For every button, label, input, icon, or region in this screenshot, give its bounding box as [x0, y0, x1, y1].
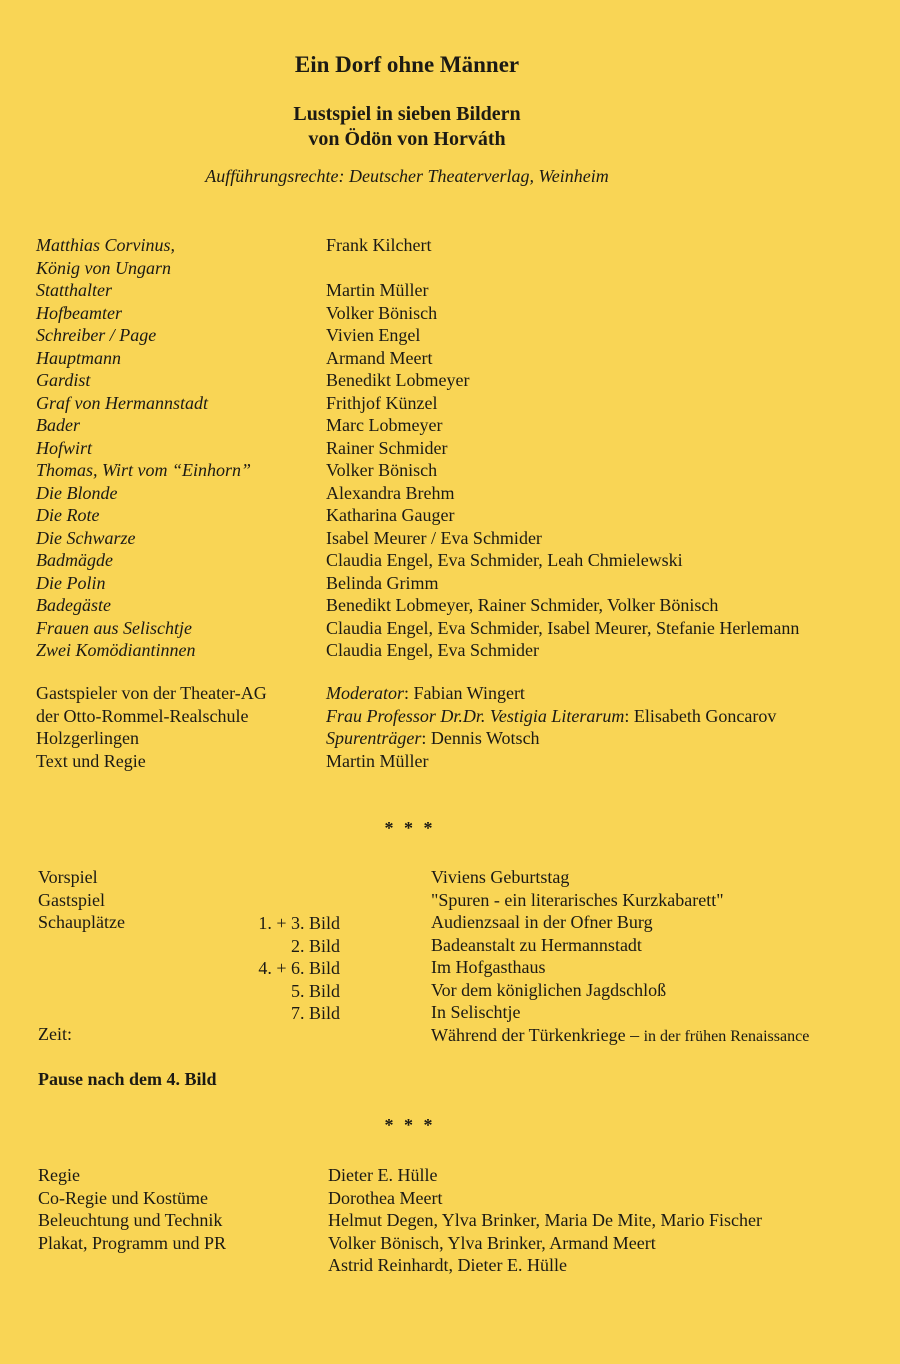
- schedule-label: Vorspiel: [38, 867, 98, 887]
- cast-actor: Belinda Grimm: [326, 572, 439, 593]
- cast-actor: Frank Kilchert: [326, 235, 432, 255]
- guest-role: Frau Professor Dr.Dr. Vestigia Literarum: [326, 705, 625, 726]
- cast-actor: Armand Meert: [326, 347, 433, 368]
- section-separator: * * *: [384, 1115, 436, 1135]
- schedule-places-column: [431, 866, 809, 1048]
- schedule-label: Schauplätze: [38, 912, 125, 932]
- guest-info-line: Text und Regie: [36, 750, 146, 771]
- scene-place: In Selischtje: [431, 1002, 521, 1022]
- crew-name: Volker Bönisch, Ylva Brinker, Armand Meert: [328, 1232, 656, 1253]
- guest-sep: :: [404, 683, 414, 703]
- cast-role: Frauen aus Selischtje: [36, 617, 192, 638]
- cast-actor: Benedikt Lobmeyer: [326, 370, 470, 390]
- cast-actor: Benedikt Lobmeyer, Rainer Schmider, Volker Bönisch: [326, 595, 719, 615]
- cast-role: Statthalter: [36, 280, 112, 300]
- guest-name: Fabian Wingert: [413, 683, 525, 703]
- performance-rights: Aufführungsrechte: Deutscher Theaterverlag, Weinheim: [205, 166, 609, 186]
- crew-name: Dieter E. Hülle: [328, 1165, 438, 1185]
- crew-name: Astrid Reinhardt, Dieter E. Hülle: [328, 1255, 567, 1275]
- scene-place: "Spuren - ein literarisches Kurzkabarett": [431, 889, 724, 910]
- crew-role: Regie: [38, 1165, 80, 1185]
- time-period-main: Während der Türkenkriege –: [431, 1024, 644, 1045]
- crew-roles-column: [38, 1164, 226, 1254]
- scene-place: Audienzsaal in der Ofner Burg: [431, 912, 653, 932]
- time-period-detail: in der frühen Renaissance: [643, 1027, 810, 1045]
- cast-role: König von Ungarn: [36, 257, 171, 278]
- cast-role: Badmägde: [36, 550, 113, 570]
- cast-role: Die Schwarze: [36, 527, 136, 548]
- crew-names-column: [328, 1164, 762, 1277]
- guest-info-column: [36, 682, 267, 772]
- crew-role: Co-Regie und Kostüme: [38, 1187, 208, 1208]
- cast-role: Graf von Hermannstadt: [36, 392, 208, 413]
- cast-role: Gardist: [36, 370, 91, 390]
- page-title: Ein Dorf ohne Männer: [294, 52, 520, 77]
- schedule-scenes-column: [220, 912, 340, 1025]
- cast-role: Die Polin: [36, 572, 106, 593]
- scene-number: 5. Bild: [290, 980, 340, 1001]
- crew-name: Helmut Degen, Ylva Brinker, Maria De Mite, Mario Fischer: [328, 1210, 762, 1230]
- cast-actors-column: [326, 234, 799, 662]
- guest-cast-line: [326, 682, 776, 705]
- cast-actor: Volker Bönisch: [326, 460, 438, 480]
- time-period: [431, 1024, 809, 1049]
- cast-role: Die Blonde: [36, 482, 118, 503]
- cast-role: Bader: [36, 415, 80, 435]
- schedule-labels-column: [38, 866, 125, 934]
- scene-number: 1. + 3. Bild: [258, 913, 340, 933]
- cast-actor: Katharina Gauger: [326, 505, 455, 525]
- cast-actor: Isabel Meurer / Eva Schmider: [326, 527, 542, 548]
- scene-number: 2. Bild: [290, 935, 340, 956]
- guest-name: Elisabeth Goncarov: [633, 705, 777, 726]
- scene-place: Im Hofgasthaus: [431, 957, 546, 977]
- cast-actor: Volker Bönisch: [326, 302, 438, 323]
- guest-cast-line: [326, 750, 776, 773]
- guest-info-line: Holzgerlingen: [36, 728, 139, 748]
- crew-name: Dorothea Meert: [328, 1187, 443, 1208]
- section-separator: * * *: [384, 818, 436, 838]
- guest-name: Martin Müller: [326, 750, 429, 771]
- crew-role: Plakat, Programm und PR: [38, 1232, 226, 1253]
- guest-role: Spurenträger: [326, 728, 422, 748]
- cast-actor: Claudia Engel, Eva Schmider, Isabel Meurer, Stefanie Herlemann: [326, 617, 800, 638]
- guest-cast-line: [326, 705, 776, 728]
- intermission-note: Pause nach dem 4. Bild: [38, 1069, 217, 1089]
- cast-actor: Claudia Engel, Eva Schmider: [326, 640, 539, 660]
- cast-actor: Alexandra Brehm: [326, 482, 455, 503]
- cast-actor: Frithjof Künzel: [326, 392, 438, 413]
- guest-info-line: Gastspieler von der Theater-AG: [36, 683, 267, 703]
- cast-role: Thomas, Wirt vom “Einhorn”: [36, 460, 252, 480]
- cast-role: Hofbeamter: [36, 302, 122, 323]
- subtitle-author: von Ödön von Horváth: [308, 128, 506, 150]
- cast-role: Zwei Komödiantinnen: [36, 640, 196, 660]
- scene-place: Viviens Geburtstag: [431, 867, 570, 887]
- cast-roles-column: [36, 234, 251, 662]
- guest-cast-column: [326, 682, 776, 772]
- cast-actor: Claudia Engel, Eva Schmider, Leah Chmielewski: [326, 550, 683, 570]
- cast-actor-empty: [326, 257, 799, 280]
- guest-role: Moderator: [326, 683, 404, 703]
- cast-role: Badegäste: [36, 595, 111, 615]
- guest-sep: :: [421, 728, 431, 748]
- cast-role: Matthias Corvinus,: [36, 235, 176, 255]
- cast-actor: Rainer Schmider: [326, 437, 448, 458]
- cast-role: Die Rote: [36, 505, 100, 525]
- guest-cast-line: [326, 727, 776, 750]
- scene-place: Badeanstalt zu Hermannstadt: [431, 934, 642, 955]
- cast-actor: Vivien Engel: [326, 325, 421, 345]
- scene-number: 4. + 6. Bild: [258, 958, 340, 978]
- scene-place: Vor dem königlichen Jagdschloß: [431, 979, 667, 1000]
- schedule-label: Gastspiel: [38, 889, 105, 910]
- subtitle-genre: Lustspiel in sieben Bildern: [293, 103, 521, 125]
- time-label: Zeit:: [38, 1024, 72, 1044]
- scene-number: 7. Bild: [290, 1003, 340, 1023]
- guest-name: Dennis Wotsch: [430, 728, 540, 748]
- cast-role: Hauptmann: [36, 347, 121, 368]
- cast-actor: Martin Müller: [326, 280, 429, 300]
- crew-role: Beleuchtung und Technik: [38, 1210, 223, 1230]
- guest-info-line: der Otto-Rommel-Realschule: [36, 705, 249, 726]
- guest-sep: :: [624, 705, 634, 726]
- cast-actor: Marc Lobmeyer: [326, 415, 443, 435]
- cast-role: Schreiber / Page: [36, 325, 157, 345]
- cast-role: Hofwirt: [36, 437, 93, 458]
